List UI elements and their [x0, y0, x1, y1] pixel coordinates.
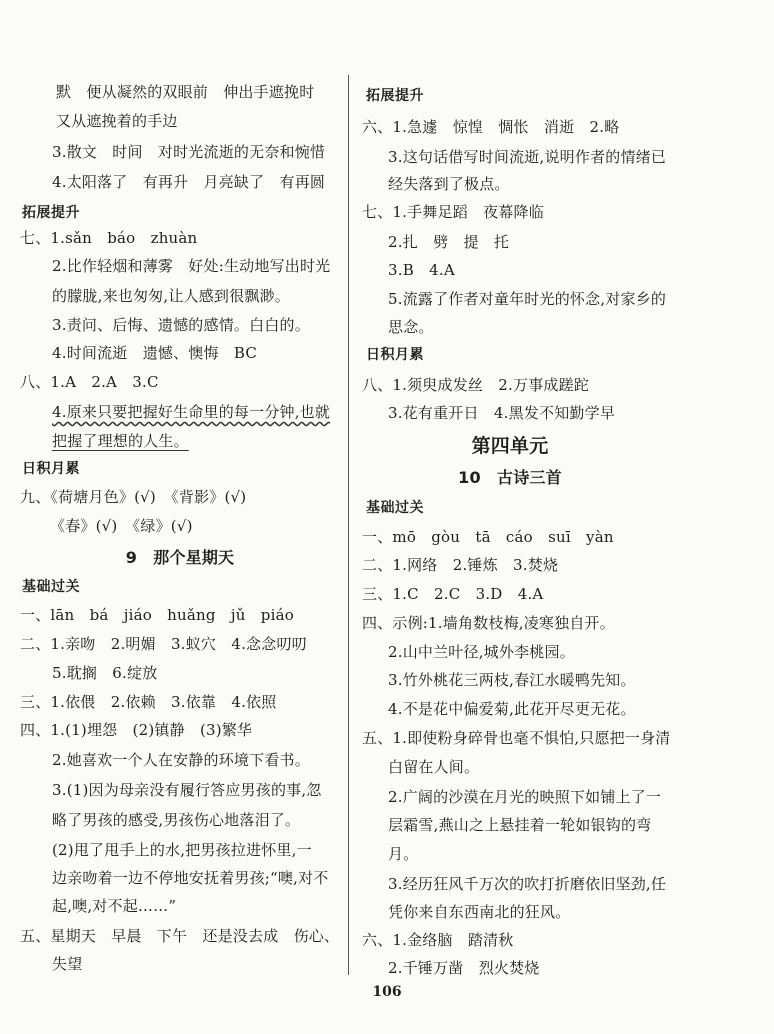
section-heading: 日积月累	[366, 347, 424, 363]
answer-line: 3.花有重开日 4.黑发不知勤学早	[388, 404, 616, 422]
answer-line: 4.原来只要把握好生命里的每一分钟,也就	[52, 403, 331, 421]
answer-line: 3.这句话借写时间流逝,说明作者的情绪已	[388, 148, 667, 166]
answer-line: 《春》(√) 《绿》(√)	[50, 517, 193, 535]
answer-line: 八、1.A 2.A 3.C	[20, 373, 159, 391]
answer-line: 思念。	[388, 318, 434, 336]
section-heading: 拓展提升	[366, 88, 424, 104]
answer-line: 2.山中兰叶径,城外李桃园。	[388, 643, 575, 661]
lesson-title: 9 那个星期天	[125, 548, 235, 567]
answer-line: 白留在人间。	[388, 758, 480, 776]
answer-line: 把握了理想的人生。	[52, 432, 189, 450]
answer-line: 5.流露了作者对童年时光的怀念,对家乡的	[388, 290, 667, 308]
answer-line: 二、1.亲吻 2.明媚 3.蚁穴 4.念念叨叨	[20, 635, 307, 653]
answer-line: 2.她喜欢一个人在安静的环境下看书。	[52, 751, 310, 769]
answer-line: 四、1.(1)埋怨 (2)镇静 (3)繁华	[20, 721, 253, 739]
answer-line: 七、1.手舞足蹈 夜幕降临	[362, 203, 544, 221]
answer-line: 八、1.须臾成发丝 2.万事成蹉跎	[362, 376, 590, 394]
section-heading: 拓展提升	[22, 205, 80, 221]
answer-line: 3.(1)因为母亲没有履行答应男孩的事,忽	[52, 781, 322, 799]
answer-line: (2)甩了甩手上的水,把男孩拉进怀里,一	[52, 841, 312, 859]
answer-line: 失望	[52, 955, 83, 973]
answer-line: 四、示例:1.墙角数枝梅,凌寒独自开。	[362, 614, 615, 632]
answer-line: 又从遮挽着的手边	[56, 112, 178, 130]
answer-line: 五、1.即使粉身碎骨也毫不惧怕,只愿把一身清	[362, 729, 671, 747]
answer-line: 2.扎 劈 提 托	[388, 233, 510, 251]
answer-line: 5.耽搁 6.绽放	[52, 664, 158, 682]
answer-line: 略了男孩的感受,男孩伤心地落泪了。	[52, 811, 301, 829]
section-heading: 基础过关	[22, 579, 80, 595]
answer-line: 九、《荷塘月色》(√) 《背影》(√)	[20, 488, 247, 506]
lesson-title: 10 古诗三首	[458, 468, 562, 487]
section-heading: 日积月累	[22, 461, 80, 477]
answer-line: 三、1.C 2.C 3.D 4.A	[362, 585, 544, 603]
answer-line: 3.经历狂风千万次的吹打折磨依旧坚劲,任	[388, 875, 667, 893]
answer-line: 3.B 4.A	[388, 261, 455, 279]
answer-line: 凭你来自东西南北的狂风。	[388, 903, 571, 921]
answer-line: 三、1.依偎 2.依赖 3.依靠 4.依照	[20, 693, 277, 711]
answer-line: 边亲吻着一边不停地安抚着男孩;“噢,对不	[52, 869, 329, 887]
answer-line: 2.千锤万凿 烈火焚烧	[388, 959, 540, 977]
answer-line: 起,噢,对不起……”	[52, 897, 177, 915]
answer-line: 七、1.sǎn báo zhuàn	[20, 229, 198, 247]
answer-line: 经失落到了极点。	[388, 175, 510, 193]
answer-line: 4.不是花中偏爱菊,此花开尽更无花。	[388, 700, 636, 718]
answer-line: 4.时间流逝 遗憾、懊悔 BC	[52, 344, 258, 362]
answer-line: 一、lān bá jiáo huǎng jǔ piáo	[20, 606, 294, 624]
answer-line: 4.太阳落了 有再升 月亮缺了 有再圆	[52, 173, 326, 191]
answer-line: 六、1.急遽 惊惶 惆怅 消逝 2.略	[362, 118, 620, 136]
answer-line: 3.责问、后悔、遗憾的感情。白白的。	[52, 316, 310, 334]
page-number: 106	[372, 984, 402, 1000]
unit-title: 第四单元	[471, 435, 549, 457]
answer-line: 二、1.网络 2.锤炼 3.焚烧	[362, 556, 559, 574]
answer-line: 的朦胧,来也匆匆,让人感到很飘渺。	[52, 287, 290, 305]
answer-line: 3.竹外桃花三两枝,春江水暖鸭先知。	[388, 671, 636, 689]
answer-line: 一、mō gòu tā cáo suī yàn	[362, 528, 614, 546]
section-heading: 基础过关	[366, 500, 424, 516]
answer-line: 层霜雪,燕山之上悬挂着一轮如银钩的弯	[388, 816, 652, 834]
answer-line: 默 便从凝然的双眼前 伸出手遮挽时	[56, 83, 315, 101]
answer-line: 3.散文 时间 对时光流逝的无奈和惋惜	[52, 143, 326, 161]
answer-line: 六、1.金络脑 踏清秋	[362, 931, 514, 949]
answer-line: 2.比作轻烟和薄雾 好处:生动地写出时光	[52, 257, 331, 275]
answer-line: 月。	[388, 845, 419, 863]
answer-line: 2.广阔的沙漠在月光的映照下如铺上了一	[388, 788, 662, 806]
column-divider	[348, 75, 349, 975]
answer-line: 五、星期天 早晨 下午 还是没去成 伤心、	[20, 927, 340, 945]
